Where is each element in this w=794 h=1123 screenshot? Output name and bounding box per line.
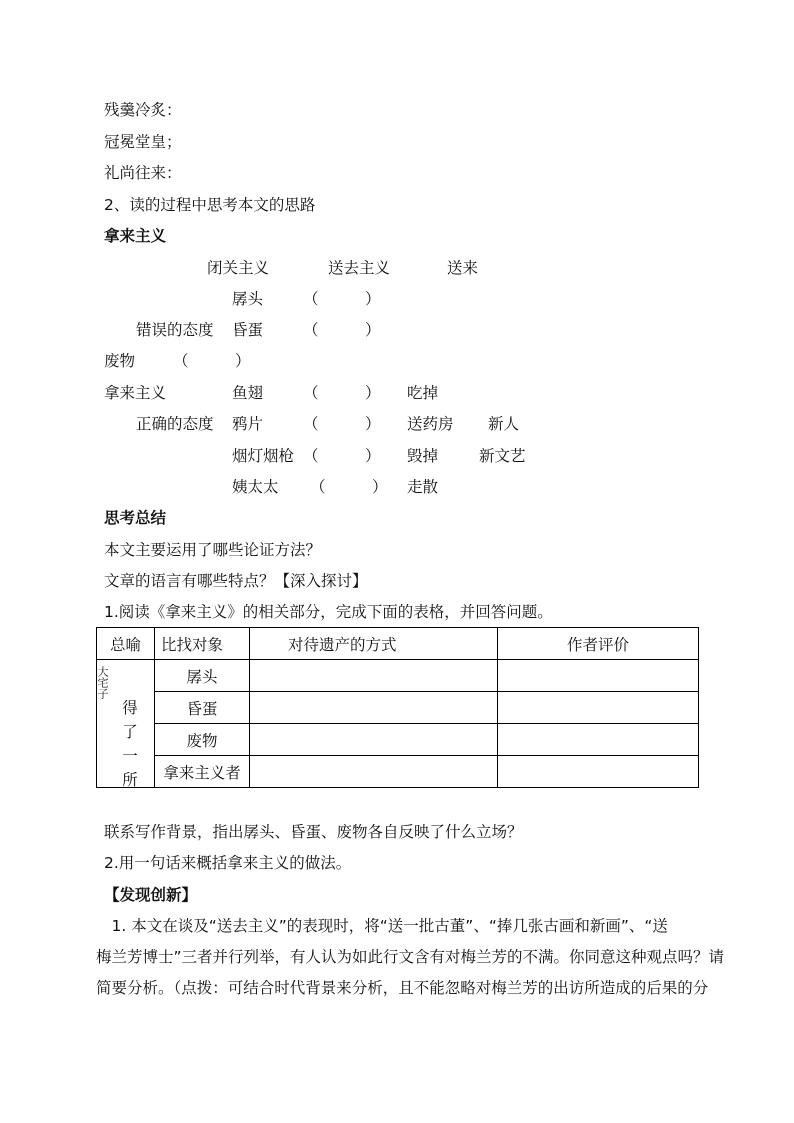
metaphor-char: 所 (122, 771, 138, 789)
paragraph-line-3: 简要分析。（点拨：可结合时代背景来分析，且不能忽略对梅兰芳的出访所造成的后果的分 (96, 979, 709, 997)
result-5: 新文艺 (479, 447, 526, 465)
result-3: 新人 (488, 415, 520, 433)
page-title: 拿来主义 (104, 227, 167, 245)
result-6: 走散 (407, 478, 439, 496)
row-object: 孱头 (155, 660, 250, 692)
diagram-blank-6: （ ） (303, 447, 381, 465)
diagram-blank-2: （ ） (303, 321, 381, 339)
diagram-item-4: 鸦片 (232, 415, 264, 433)
diagram-item-5: 烟灯烟枪 (232, 447, 295, 465)
correct-attitude-label: 正确的态度 (136, 415, 214, 433)
waste-label: 废物 (104, 352, 136, 370)
wrong-attitude-label: 错误的态度 (136, 321, 214, 339)
row-evaluation-cell[interactable] (498, 756, 699, 788)
row-evaluation-cell[interactable] (498, 724, 699, 756)
followup-question: 联系写作背景，指出孱头、昏蛋、废物各自反映了什么立场？ (104, 823, 523, 841)
table-row (97, 692, 699, 724)
discover-heading: 【发现创新】 (104, 886, 198, 904)
header-metaphor: 总喻 (97, 628, 155, 660)
header-evaluation: 作者评价 (498, 628, 699, 660)
summary-heading: 思考总结 (104, 509, 167, 527)
result-2: 送药房 (407, 415, 454, 433)
metaphor-char: 了 (122, 723, 138, 741)
question-4: 2.用一句话来概括拿来主义的做法。 (104, 854, 352, 872)
row-object: 昏蛋 (155, 692, 250, 724)
row-evaluation-cell[interactable] (498, 692, 699, 724)
row-object: 拿来主义者 (155, 756, 250, 788)
metaphor-char: 得 (122, 699, 138, 717)
row-method-cell[interactable] (250, 660, 498, 692)
diagram-blank-3: （ ） (173, 352, 251, 370)
table-header-row (97, 628, 699, 660)
diagram-item-6: 姨太太 (232, 478, 279, 496)
row-method-cell[interactable] (250, 756, 498, 788)
result-1: 吃掉 (407, 384, 439, 402)
diagram-top-3: 送来 (447, 259, 479, 277)
result-4: 毁掉 (407, 447, 439, 465)
diagram-blank-4: （ ） (303, 384, 381, 402)
idiom-2: 冠冕堂皇； (104, 133, 182, 151)
diagram-item-3: 鱼翅 (232, 384, 264, 402)
metaphor-char: 一 (122, 747, 138, 765)
header-method: 对待遗产的方式 (250, 628, 498, 660)
table-row (97, 756, 699, 788)
diagram-top-1: 闭关主义 (207, 259, 270, 277)
row-method-cell[interactable] (250, 724, 498, 756)
table-row (97, 724, 699, 756)
diagram-item-1: 孱头 (232, 290, 264, 308)
analysis-table (96, 627, 699, 788)
question-3: 1.阅读《拿来主义》的相关部分，完成下面的表格，并回答问题。 (104, 603, 553, 621)
metaphor-cell (97, 660, 155, 788)
section-2-heading: 2、读的过程中思考本文的思路 (104, 196, 316, 214)
diagram-top-2: 送去主义 (328, 259, 391, 277)
diagram-item-2: 昏蛋 (232, 321, 264, 339)
table-row (97, 660, 699, 692)
idiom-3: 礼尚往来： (104, 164, 182, 182)
diagram-blank-7: （ ） (310, 478, 388, 496)
question-1: 本文主要运用了哪些论证方法？ (104, 541, 322, 559)
row-method-cell[interactable] (250, 692, 498, 724)
header-object: 比找对象 (155, 628, 250, 660)
nalai-label: 拿来主义 (104, 384, 167, 402)
paragraph-line-1: 1. 本文在谈及“送去主义”的表现时，将“送一批古董”、“捧几张古画和新画”、“送 (96, 917, 668, 935)
diagram-blank-1: （ ） (303, 290, 381, 308)
metaphor-big (121, 696, 139, 792)
diagram-blank-5: （ ） (303, 415, 381, 433)
row-evaluation-cell[interactable] (498, 660, 699, 692)
paragraph-line-2: 梅兰芳博士”三者并行列举，有人认为如此行文含有对梅兰芳的不满。你同意这种观点吗？请 (96, 948, 725, 966)
row-object: 废物 (155, 724, 250, 756)
metaphor-small: 大宅子 (96, 666, 109, 699)
question-2: 文章的语言有哪些特点？【深入探讨】 (104, 572, 368, 590)
idiom-1: 残羹冷炙： (104, 101, 182, 119)
